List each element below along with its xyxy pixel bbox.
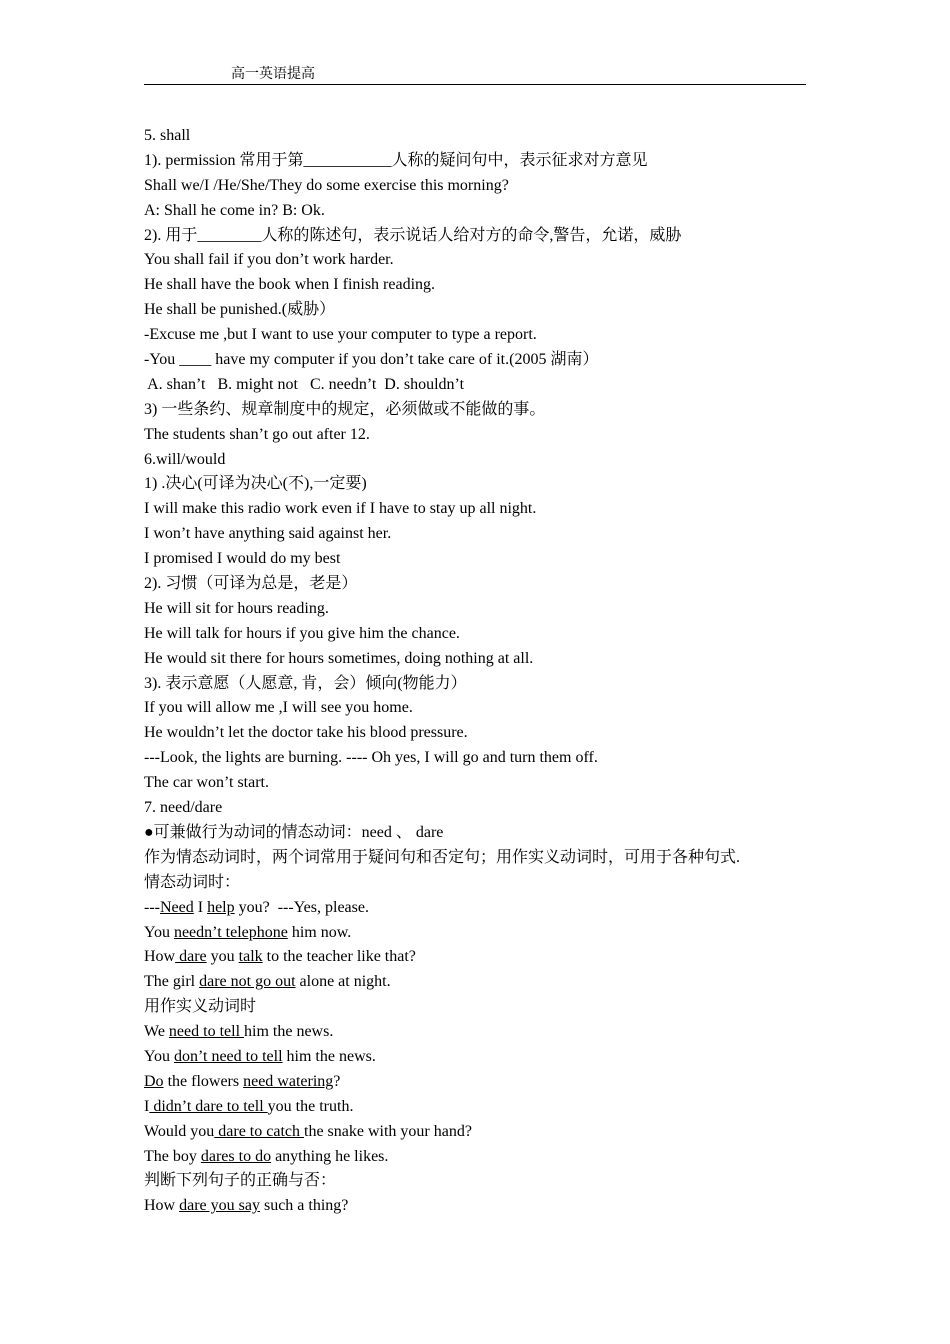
- text-segment: ●可兼做行为动词的情态动词：need 、 dare: [144, 823, 444, 841]
- text-line: [144, 921, 824, 946]
- underlined-text: dare not go out: [199, 973, 296, 991]
- text-line: [144, 821, 824, 846]
- text-segment: the snake with your hand?: [304, 1122, 472, 1140]
- text-segment: -Excuse me ,but I want to use your computer to type a report.: [144, 326, 537, 344]
- text-line: [144, 1045, 824, 1070]
- text-line: [144, 448, 824, 473]
- text-segment: He wouldn’t let the doctor take his blood pressure.: [144, 724, 468, 742]
- text-segment: He shall have the book when I finish reading.: [144, 276, 436, 294]
- text-line: [144, 248, 824, 273]
- text-segment: The boy: [144, 1147, 201, 1165]
- text-segment: ?: [333, 1072, 341, 1090]
- text-line: [144, 1095, 824, 1120]
- text-line: [144, 373, 824, 398]
- text-line: [144, 796, 824, 821]
- text-line: [144, 896, 824, 921]
- text-line: [144, 547, 824, 572]
- underlined-text: needn’t telephone: [173, 923, 288, 941]
- text-segment: 2). 用于________人称的陈述句，表示说话人给对方的命令,警告，允诺，威胁: [144, 226, 682, 244]
- text-line: [144, 672, 824, 697]
- text-segment: ---: [144, 898, 160, 916]
- text-segment: 5. shall: [144, 127, 191, 144]
- text-segment: 3) 一些条约、规章制度中的规定，必须做或不能做的事。: [144, 400, 546, 418]
- text-segment: A. shan’t B. might not C. needn’t D. shouldn’t: [144, 375, 465, 393]
- text-line: [144, 721, 824, 746]
- text-line: [144, 323, 824, 348]
- underlined-text: dare you say: [179, 1197, 260, 1215]
- text-segment: How: [144, 948, 176, 966]
- text-segment: to the teacher like that?: [262, 948, 416, 966]
- document-body: [144, 124, 824, 1219]
- text-line: [144, 696, 824, 721]
- text-segment: He will sit for hours reading.: [144, 599, 329, 617]
- text-segment: 用作实义动词时: [144, 998, 257, 1016]
- text-line: [144, 423, 824, 448]
- text-line: [144, 647, 824, 672]
- text-segment: the flowers: [163, 1072, 244, 1090]
- text-segment: such a thing?: [259, 1197, 349, 1215]
- text-segment: 2). 习惯（可译为总是，老是）: [144, 575, 358, 593]
- text-line: [144, 298, 824, 323]
- text-line: [144, 970, 824, 995]
- underlined-text: dare to catch: [214, 1122, 304, 1140]
- text-line: [144, 622, 824, 647]
- text-segment: 1). permission 常用于第___________人称的疑问句中，表示征求对方意见: [144, 151, 648, 169]
- text-segment: I will make this radio work even if I have to stay up all night.: [144, 500, 537, 518]
- underlined-text: didn’t dare to tell: [149, 1097, 268, 1115]
- underlined-text: dares to do: [200, 1147, 272, 1165]
- text-segment: How: [144, 1197, 180, 1215]
- text-line: [144, 199, 824, 224]
- text-line: [144, 746, 824, 771]
- text-segment: He would sit there for hours sometimes, doing nothing at all.: [144, 649, 534, 667]
- text-line: [144, 174, 824, 199]
- text-segment: you? ---Yes, please.: [234, 898, 369, 916]
- text-segment: Would you: [144, 1122, 215, 1140]
- text-segment: him now.: [287, 923, 352, 941]
- underlined-text: need to tell: [168, 1023, 245, 1041]
- text-segment: him the news.: [282, 1047, 376, 1065]
- text-line: [144, 497, 824, 522]
- text-line: [144, 1070, 824, 1095]
- text-line: [144, 398, 824, 423]
- text-line: [144, 472, 824, 497]
- text-line: [144, 771, 824, 796]
- underlined-text: talk: [238, 948, 263, 966]
- text-line: [144, 522, 824, 547]
- text-segment: 7. need/dare: [144, 799, 223, 817]
- text-segment: him the news.: [244, 1023, 334, 1041]
- text-segment: 情态动词时：: [144, 873, 241, 891]
- text-segment: The students shan’t go out after 12.: [144, 425, 370, 443]
- text-line: [144, 1020, 824, 1045]
- underlined-text: don’t need to tell: [173, 1047, 283, 1065]
- underlined-text: help: [207, 898, 235, 916]
- text-segment: 1) .决心(可译为决心(不),一定要): [144, 475, 367, 493]
- text-segment: anything he likes.: [271, 1147, 389, 1165]
- text-line: [144, 124, 824, 149]
- text-line: [144, 871, 824, 896]
- page-header: [144, 64, 806, 85]
- text-segment: The car won’t start.: [144, 774, 269, 792]
- text-line: [144, 1145, 824, 1170]
- text-segment: You: [144, 923, 174, 941]
- text-line: [144, 597, 824, 622]
- header-title: 高一英语提高: [231, 67, 315, 82]
- text-line: [144, 1194, 824, 1219]
- text-line: [144, 149, 824, 174]
- text-segment: 作为情态动词时，两个词常用于疑问句和否定句；用作实义动词时，可用于各种句式.: [144, 848, 741, 866]
- text-segment: We: [144, 1023, 169, 1041]
- text-segment: He will talk for hours if you give him the chance.: [144, 624, 460, 642]
- text-segment: He shall be punished.(威胁）: [144, 301, 336, 319]
- underlined-text: Do: [144, 1072, 164, 1090]
- text-segment: you: [206, 948, 239, 966]
- underlined-text: Need: [159, 898, 194, 916]
- underlined-text: need watering: [243, 1072, 334, 1090]
- text-segment: 判断下列句子的正确与否：: [144, 1172, 337, 1190]
- text-segment: I promised I would do my best: [144, 550, 341, 568]
- text-segment: you the truth.: [267, 1097, 354, 1115]
- text-segment: The girl: [144, 973, 200, 991]
- text-segment: 3). 表示意愿（人愿意, 肯，会）倾向(物能力）: [144, 674, 467, 692]
- text-line: [144, 273, 824, 298]
- text-segment: ---Look, the lights are burning. ---- Oh yes, I will go and turn them off.: [144, 749, 598, 767]
- text-segment: -You ____ have my computer if you don’t take care of it.(2005 湖南）: [144, 351, 599, 369]
- underlined-text: dare: [175, 948, 207, 966]
- text-segment: I won’t have anything said against her.: [144, 525, 392, 543]
- text-segment: alone at night.: [295, 973, 391, 991]
- text-line: [144, 995, 824, 1020]
- text-segment: You: [144, 1047, 174, 1065]
- text-line: [144, 1169, 824, 1194]
- text-line: [144, 224, 824, 249]
- text-segment: 6.will/would: [144, 450, 226, 468]
- text-segment: I: [144, 1097, 150, 1115]
- text-line: [144, 348, 824, 373]
- text-line: [144, 1120, 824, 1145]
- text-line: [144, 572, 824, 597]
- text-line: [144, 945, 824, 970]
- text-line: [144, 846, 824, 871]
- text-segment: Shall we/I /He/She/They do some exercise this morning?: [144, 176, 509, 194]
- text-segment: You shall fail if you don’t work harder.: [144, 251, 394, 269]
- text-segment: If you will allow me ,I will see you home.: [144, 699, 413, 717]
- text-segment: I: [193, 898, 208, 916]
- text-segment: A: Shall he come in? B: Ok.: [144, 201, 325, 219]
